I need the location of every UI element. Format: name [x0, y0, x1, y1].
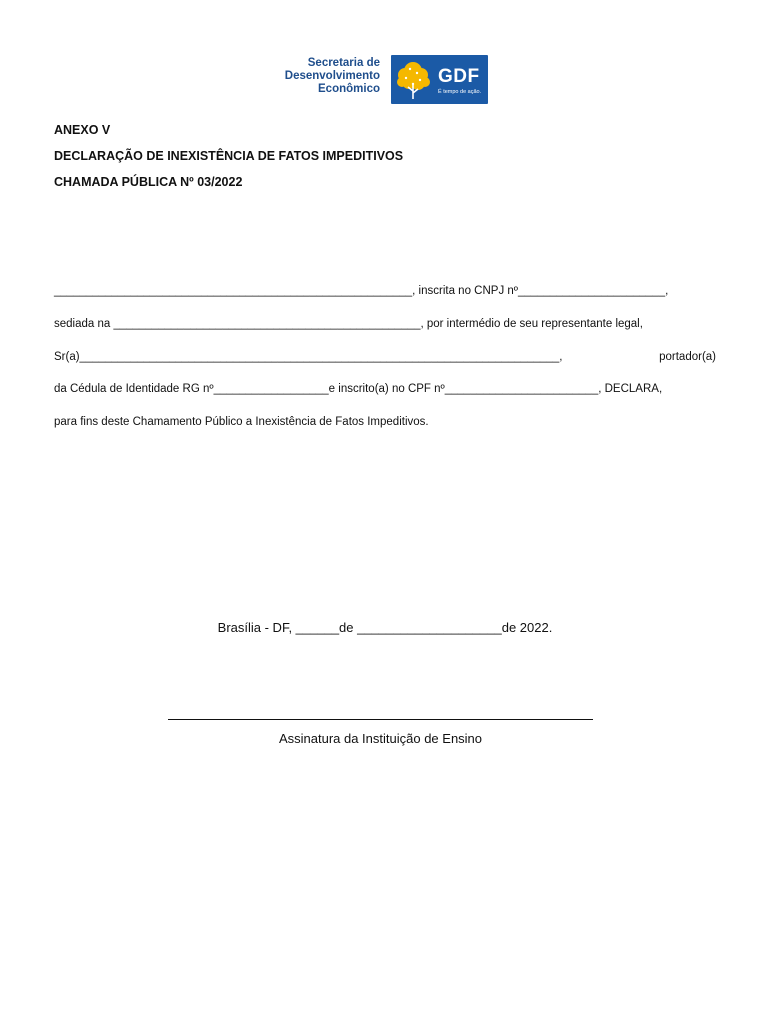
- gdf-wordmark: GDF: [438, 66, 480, 87]
- representative-blank-line: Sr(a)___________________________________________________________________________,: [54, 351, 563, 363]
- call-title: CHAMADA PÚBLICA Nº 03/2022: [54, 175, 243, 189]
- gdf-tagline: É tempo de ação.: [438, 89, 482, 95]
- holder-text: portador(a): [659, 351, 716, 363]
- body-line-5: [54, 416, 716, 428]
- body-line-3: [54, 351, 716, 363]
- sde-line-1: Secretaria de: [307, 57, 380, 69]
- address-blank-line: sediada na ________________________________________________, por intermédio de seu representante legal,: [54, 318, 643, 330]
- rg-cpf-blank-line: da Cédula de Identidade RG nº__________________e inscrito(a) no CPF nº________________________, DECLARA,: [54, 383, 663, 395]
- gdf-logo: [391, 55, 488, 104]
- sde-line-3: Econômico: [318, 83, 380, 95]
- place-date-line: Brasília - DF, ______de ____________________de 2022.: [217, 620, 553, 635]
- signature-label: Assinatura da Instituição de Ensino: [278, 731, 483, 746]
- body-line-1: [54, 285, 716, 297]
- declaration-title: DECLARAÇÃO DE INEXISTÊNCIA DE FATOS IMPEDITIVOS: [54, 149, 404, 163]
- signature-line: [168, 719, 593, 720]
- annex-title: ANEXO V: [54, 123, 111, 137]
- sde-line-2: Desenvolvimento: [284, 70, 380, 82]
- institution-cnpj-blank-line: ________________________________________________________, inscrita no CNPJ nº_______________________,: [54, 285, 669, 297]
- secretaria-logo-text: [280, 57, 380, 96]
- header-logos: [280, 55, 490, 105]
- body-line-2: [54, 318, 716, 330]
- declaration-purpose-text: para fins deste Chamamento Público a Inexistência de Fatos Impeditivos.: [54, 416, 429, 428]
- body-line-4: [54, 383, 716, 395]
